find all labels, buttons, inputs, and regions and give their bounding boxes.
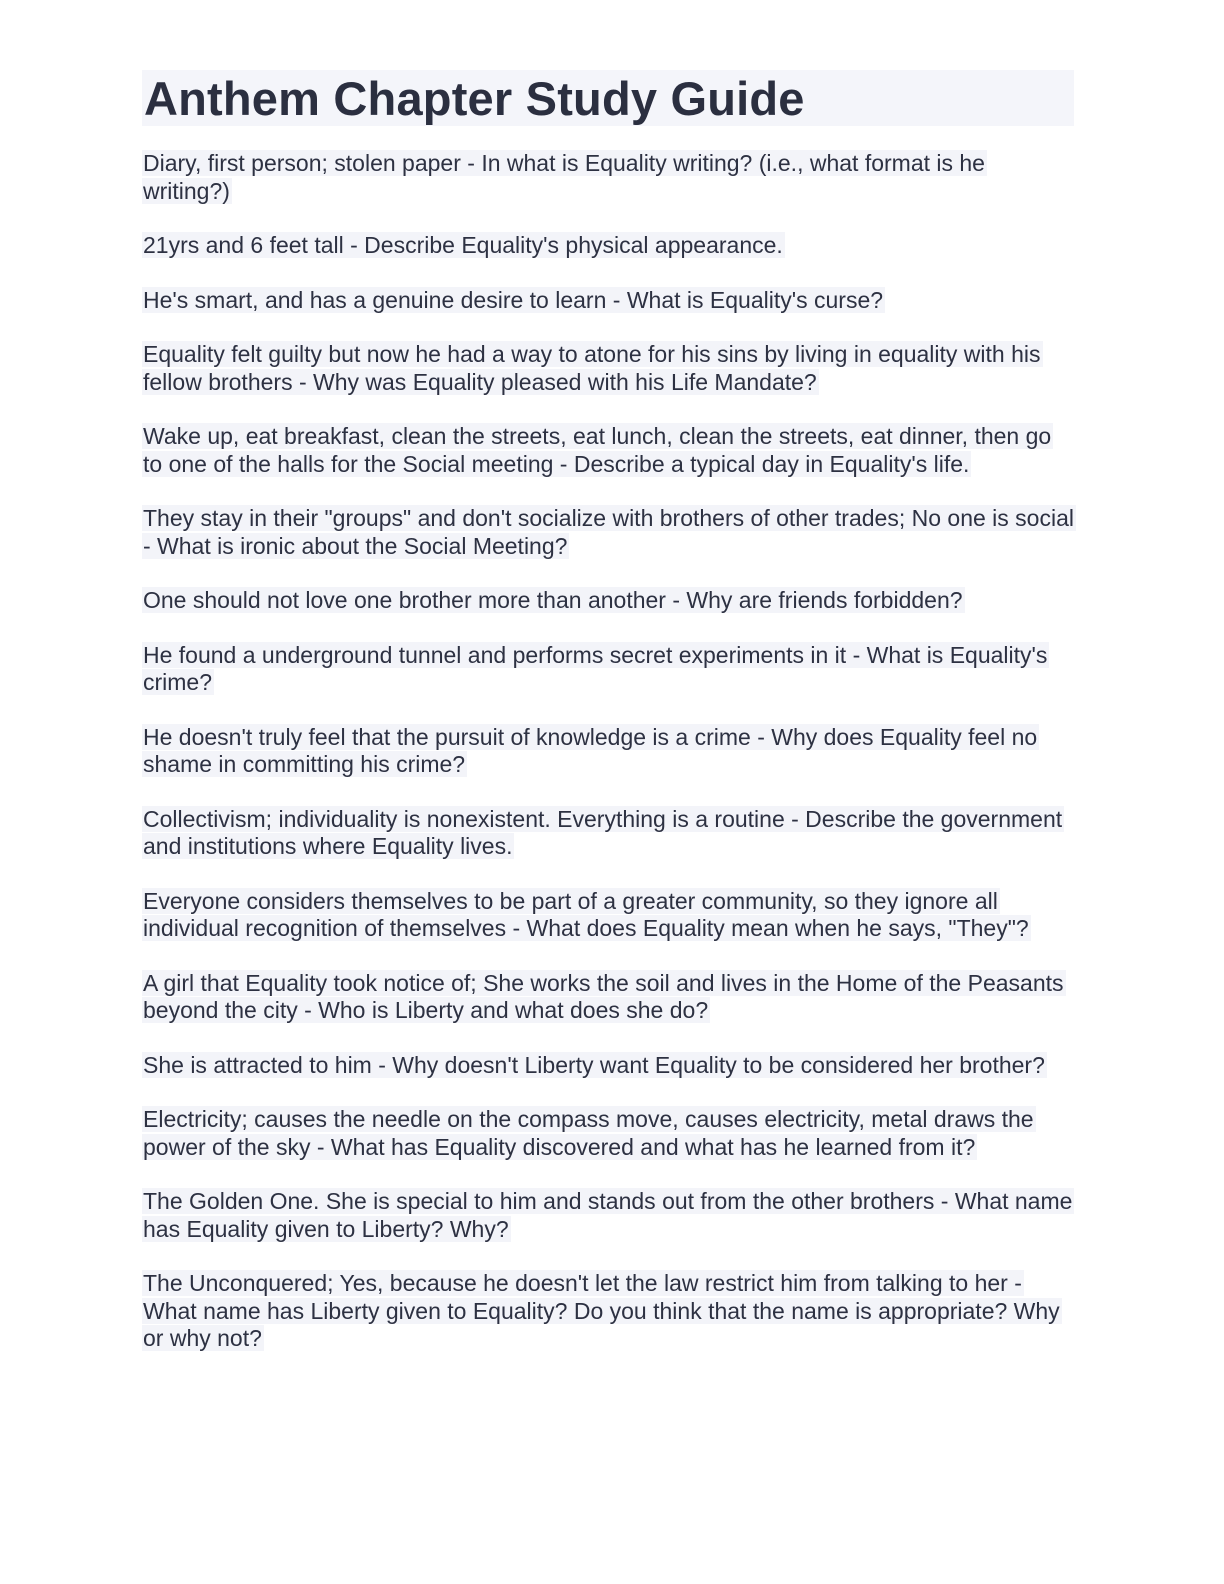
study-card [142, 232, 1074, 260]
study-card-text: Everyone considers themselves to be part of a greater community, so they ignore all individual recognition of themselves - What does Equality mean when he says, "They"? [143, 887, 1029, 941]
study-card-list [142, 150, 1074, 1353]
study-card-text: Electricity; causes the needle on the compass move, causes electricity, metal draws the power of the sky - What has Equality discovered and what has he learned from it? [143, 1106, 1034, 1160]
study-card [142, 287, 1074, 315]
study-card-text: She is attracted to him - Why doesn't Liberty want Equality to be considered her brother? [143, 1051, 1045, 1078]
study-card [142, 341, 1074, 396]
study-card [142, 150, 1074, 205]
study-card [142, 1270, 1074, 1353]
study-card-text: He found a underground tunnel and performs secret experiments in it - What is Equality's crime? [143, 641, 1048, 695]
study-card-text: They stay in their "groups" and don't socialize with brothers of other trades; No one is social - What is ironic about the Social Meeting? [143, 505, 1074, 559]
study-card-text: Wake up, eat breakfast, clean the streets, eat lunch, clean the streets, eat dinner, then go to one of the halls for the Social meeting - Describe a typical day in Equality's life. [143, 423, 1052, 477]
study-card-text: Diary, first person; stolen paper - In what is Equality writing? (i.e., what format is he writing?) [143, 150, 985, 204]
study-card [142, 806, 1074, 861]
study-card [142, 587, 1074, 615]
study-card [142, 888, 1074, 943]
document-page [142, 70, 1074, 1380]
title-block [142, 70, 1074, 126]
study-card-text: Collectivism; individuality is nonexistent. Everything is a routine - Describe the government and institutions where Equality lives. [143, 805, 1063, 859]
study-card-text: The Unconquered; Yes, because he doesn't let the law restrict him from talking to her - What name has Liberty given to Equality? Do you think that the name is appropriate? Why or why not? [143, 1270, 1060, 1351]
study-card [142, 970, 1074, 1025]
study-card [142, 1052, 1074, 1080]
study-card [142, 642, 1074, 697]
study-card [142, 1188, 1074, 1243]
study-card [142, 505, 1074, 560]
study-card-text: He's smart, and has a genuine desire to learn - What is Equality's curse? [143, 286, 884, 313]
study-card-text: 21yrs and 6 feet tall - Describe Equality's physical appearance. [143, 232, 783, 258]
study-card-text: A girl that Equality took notice of; She works the soil and lives in the Home of the Peasants beyond the city - Who is Liberty and what does she do? [143, 969, 1064, 1023]
study-card [142, 423, 1074, 478]
page-title: Anthem Chapter Study Guide [144, 72, 805, 125]
study-card-text: Equality felt guilty but now he had a way to atone for his sins by living in equality with his fellow brothers - Why was Equality pleased with his Life Mandate? [143, 341, 1041, 395]
study-card [142, 1106, 1074, 1161]
study-card [142, 724, 1074, 779]
study-card-text: One should not love one brother more than another - Why are friends forbidden? [143, 587, 963, 613]
study-card-text: He doesn't truly feel that the pursuit of knowledge is a crime - Why does Equality feel no shame in committing his crime? [143, 723, 1038, 777]
study-card-text: The Golden One. She is special to him and stands out from the other brothers - What name has Equality given to Liberty? Why? [143, 1188, 1073, 1242]
